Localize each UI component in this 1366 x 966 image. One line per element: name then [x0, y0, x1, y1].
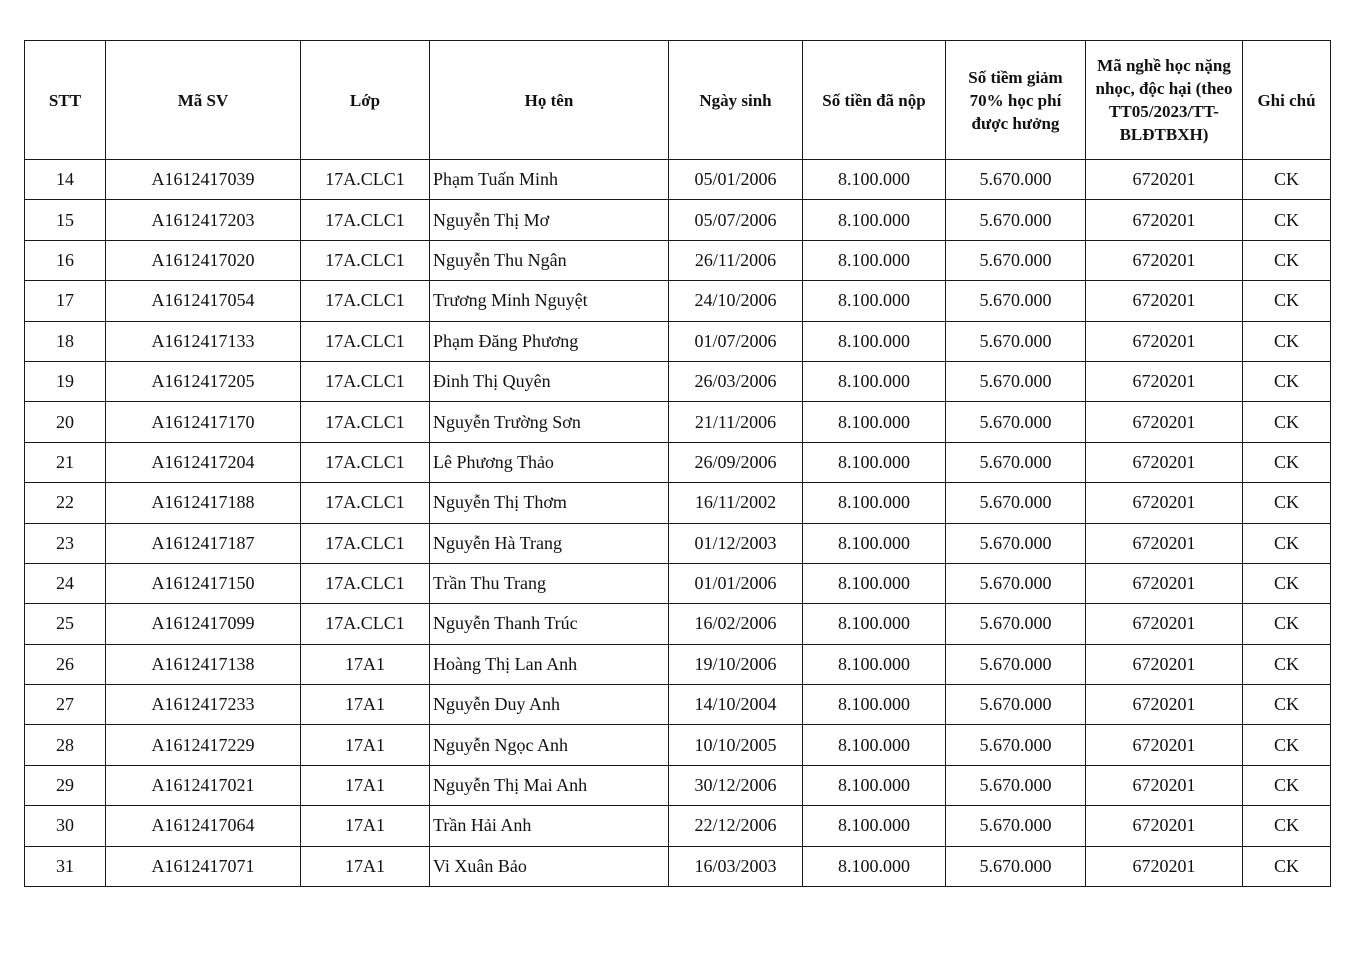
cell-class: 17A.CLC1	[301, 402, 430, 442]
cell-student-id: A1612417150	[106, 563, 301, 603]
table-row	[25, 725, 1331, 765]
cell-class: 17A1	[301, 846, 430, 886]
cell-full-name: Trần Thu Trang	[430, 563, 669, 603]
cell-full-name: Trương Minh Nguyệt	[430, 281, 669, 321]
header-class: Lớp	[301, 41, 430, 160]
cell-note: CK	[1243, 644, 1331, 684]
cell-amount-paid: 8.100.000	[803, 725, 946, 765]
cell-student-id: A1612417054	[106, 281, 301, 321]
cell-note: CK	[1243, 765, 1331, 805]
cell-occupation-code: 6720201	[1086, 200, 1243, 240]
cell-discount-amount: 5.670.000	[946, 200, 1086, 240]
cell-note: CK	[1243, 240, 1331, 280]
cell-amount-paid: 8.100.000	[803, 442, 946, 482]
cell-full-name: Vi Xuân Bảo	[430, 846, 669, 886]
cell-birth-date: 05/01/2006	[669, 160, 803, 200]
cell-class: 17A.CLC1	[301, 523, 430, 563]
cell-occupation-code: 6720201	[1086, 685, 1243, 725]
cell-occupation-code: 6720201	[1086, 402, 1243, 442]
cell-note: CK	[1243, 846, 1331, 886]
cell-full-name: Đinh Thị Quyên	[430, 361, 669, 401]
cell-discount-amount: 5.670.000	[946, 402, 1086, 442]
table-row	[25, 765, 1331, 805]
cell-amount-paid: 8.100.000	[803, 523, 946, 563]
cell-discount-amount: 5.670.000	[946, 563, 1086, 603]
cell-discount-amount: 5.670.000	[946, 765, 1086, 805]
cell-stt: 21	[25, 442, 106, 482]
cell-occupation-code: 6720201	[1086, 442, 1243, 482]
cell-class: 17A.CLC1	[301, 604, 430, 644]
cell-note: CK	[1243, 725, 1331, 765]
cell-class: 17A1	[301, 644, 430, 684]
cell-stt: 19	[25, 361, 106, 401]
cell-note: CK	[1243, 200, 1331, 240]
cell-student-id: A1612417188	[106, 483, 301, 523]
cell-note: CK	[1243, 160, 1331, 200]
table-row	[25, 281, 1331, 321]
cell-discount-amount: 5.670.000	[946, 160, 1086, 200]
cell-student-id: A1612417099	[106, 604, 301, 644]
header-full-name: Họ tên	[430, 41, 669, 160]
cell-full-name: Lê Phương Thảo	[430, 442, 669, 482]
cell-full-name: Nguyễn Duy Anh	[430, 685, 669, 725]
cell-occupation-code: 6720201	[1086, 765, 1243, 805]
cell-birth-date: 14/10/2004	[669, 685, 803, 725]
cell-discount-amount: 5.670.000	[946, 483, 1086, 523]
cell-occupation-code: 6720201	[1086, 523, 1243, 563]
cell-student-id: A1612417071	[106, 846, 301, 886]
cell-full-name: Hoàng Thị Lan Anh	[430, 644, 669, 684]
table-row	[25, 483, 1331, 523]
cell-full-name: Nguyễn Thị Mơ	[430, 200, 669, 240]
cell-student-id: A1612417187	[106, 523, 301, 563]
cell-occupation-code: 6720201	[1086, 281, 1243, 321]
table-row	[25, 523, 1331, 563]
cell-birth-date: 26/03/2006	[669, 361, 803, 401]
cell-discount-amount: 5.670.000	[946, 240, 1086, 280]
cell-full-name: Trần Hải Anh	[430, 806, 669, 846]
table-row	[25, 846, 1331, 886]
cell-note: CK	[1243, 321, 1331, 361]
header-stt: STT	[25, 41, 106, 160]
table-row	[25, 361, 1331, 401]
cell-discount-amount: 5.670.000	[946, 644, 1086, 684]
cell-student-id: A1612417138	[106, 644, 301, 684]
table-row	[25, 604, 1331, 644]
header-discount-amount: Số tiềm giảm 70% học phí được hưởng	[946, 41, 1086, 160]
cell-full-name: Nguyễn Ngọc Anh	[430, 725, 669, 765]
cell-birth-date: 16/02/2006	[669, 604, 803, 644]
cell-student-id: A1612417064	[106, 806, 301, 846]
cell-birth-date: 05/07/2006	[669, 200, 803, 240]
cell-class: 17A.CLC1	[301, 321, 430, 361]
cell-amount-paid: 8.100.000	[803, 604, 946, 644]
cell-note: CK	[1243, 604, 1331, 644]
cell-student-id: A1612417133	[106, 321, 301, 361]
table-row	[25, 806, 1331, 846]
table-header-row	[25, 41, 1331, 160]
cell-class: 17A.CLC1	[301, 240, 430, 280]
cell-occupation-code: 6720201	[1086, 806, 1243, 846]
header-note: Ghi chú	[1243, 41, 1331, 160]
cell-birth-date: 22/12/2006	[669, 806, 803, 846]
cell-discount-amount: 5.670.000	[946, 806, 1086, 846]
cell-birth-date: 19/10/2006	[669, 644, 803, 684]
cell-note: CK	[1243, 523, 1331, 563]
cell-note: CK	[1243, 442, 1331, 482]
cell-class: 17A1	[301, 685, 430, 725]
cell-birth-date: 01/12/2003	[669, 523, 803, 563]
cell-amount-paid: 8.100.000	[803, 200, 946, 240]
table-row	[25, 685, 1331, 725]
table-body	[25, 160, 1331, 887]
cell-full-name: Nguyễn Thị Thơm	[430, 483, 669, 523]
header-occupation-code: Mã nghề học nặng nhọc, độc hại (theo TT05/2023/TT-BLĐTBXH)	[1086, 41, 1243, 160]
cell-note: CK	[1243, 281, 1331, 321]
cell-student-id: A1612417203	[106, 200, 301, 240]
cell-birth-date: 01/07/2006	[669, 321, 803, 361]
cell-full-name: Phạm Đăng Phương	[430, 321, 669, 361]
cell-stt: 31	[25, 846, 106, 886]
cell-discount-amount: 5.670.000	[946, 725, 1086, 765]
cell-class: 17A.CLC1	[301, 281, 430, 321]
cell-birth-date: 30/12/2006	[669, 765, 803, 805]
cell-occupation-code: 6720201	[1086, 483, 1243, 523]
table-row	[25, 240, 1331, 280]
cell-discount-amount: 5.670.000	[946, 523, 1086, 563]
cell-discount-amount: 5.670.000	[946, 442, 1086, 482]
cell-amount-paid: 8.100.000	[803, 846, 946, 886]
cell-amount-paid: 8.100.000	[803, 361, 946, 401]
cell-occupation-code: 6720201	[1086, 240, 1243, 280]
student-table	[24, 40, 1331, 887]
cell-stt: 27	[25, 685, 106, 725]
cell-amount-paid: 8.100.000	[803, 806, 946, 846]
cell-birth-date: 26/11/2006	[669, 240, 803, 280]
cell-full-name: Nguyễn Hà Trang	[430, 523, 669, 563]
table-row	[25, 160, 1331, 200]
cell-discount-amount: 5.670.000	[946, 361, 1086, 401]
cell-occupation-code: 6720201	[1086, 563, 1243, 603]
cell-class: 17A1	[301, 806, 430, 846]
cell-class: 17A.CLC1	[301, 160, 430, 200]
cell-full-name: Nguyễn Thị Mai Anh	[430, 765, 669, 805]
table-row	[25, 644, 1331, 684]
cell-occupation-code: 6720201	[1086, 361, 1243, 401]
cell-full-name: Nguyễn Thanh Trúc	[430, 604, 669, 644]
cell-student-id: A1612417233	[106, 685, 301, 725]
cell-student-id: A1612417021	[106, 765, 301, 805]
cell-stt: 29	[25, 765, 106, 805]
cell-stt: 14	[25, 160, 106, 200]
table-row	[25, 200, 1331, 240]
cell-class: 17A.CLC1	[301, 483, 430, 523]
cell-birth-date: 16/11/2002	[669, 483, 803, 523]
cell-student-id: A1612417020	[106, 240, 301, 280]
cell-birth-date: 21/11/2006	[669, 402, 803, 442]
cell-stt: 20	[25, 402, 106, 442]
cell-note: CK	[1243, 402, 1331, 442]
cell-stt: 17	[25, 281, 106, 321]
cell-student-id: A1612417204	[106, 442, 301, 482]
table-row	[25, 402, 1331, 442]
cell-full-name: Nguyễn Trường Sơn	[430, 402, 669, 442]
cell-birth-date: 26/09/2006	[669, 442, 803, 482]
cell-discount-amount: 5.670.000	[946, 604, 1086, 644]
cell-full-name: Nguyễn Thu Ngân	[430, 240, 669, 280]
cell-stt: 28	[25, 725, 106, 765]
cell-class: 17A.CLC1	[301, 442, 430, 482]
cell-discount-amount: 5.670.000	[946, 685, 1086, 725]
cell-stt: 26	[25, 644, 106, 684]
cell-class: 17A.CLC1	[301, 563, 430, 603]
table-row	[25, 442, 1331, 482]
cell-stt: 24	[25, 563, 106, 603]
cell-note: CK	[1243, 806, 1331, 846]
cell-student-id: A1612417205	[106, 361, 301, 401]
cell-amount-paid: 8.100.000	[803, 644, 946, 684]
cell-class: 17A.CLC1	[301, 361, 430, 401]
cell-occupation-code: 6720201	[1086, 604, 1243, 644]
cell-student-id: A1612417039	[106, 160, 301, 200]
cell-student-id: A1612417229	[106, 725, 301, 765]
cell-birth-date: 16/03/2003	[669, 846, 803, 886]
cell-stt: 16	[25, 240, 106, 280]
cell-class: 17A1	[301, 765, 430, 805]
cell-stt: 23	[25, 523, 106, 563]
cell-amount-paid: 8.100.000	[803, 402, 946, 442]
cell-amount-paid: 8.100.000	[803, 240, 946, 280]
cell-student-id: A1612417170	[106, 402, 301, 442]
table-row	[25, 563, 1331, 603]
cell-note: CK	[1243, 563, 1331, 603]
cell-discount-amount: 5.670.000	[946, 281, 1086, 321]
cell-amount-paid: 8.100.000	[803, 281, 946, 321]
cell-stt: 15	[25, 200, 106, 240]
cell-stt: 30	[25, 806, 106, 846]
cell-stt: 22	[25, 483, 106, 523]
cell-occupation-code: 6720201	[1086, 846, 1243, 886]
cell-occupation-code: 6720201	[1086, 644, 1243, 684]
cell-discount-amount: 5.670.000	[946, 846, 1086, 886]
cell-occupation-code: 6720201	[1086, 725, 1243, 765]
cell-class: 17A1	[301, 725, 430, 765]
cell-amount-paid: 8.100.000	[803, 563, 946, 603]
document-page	[24, 40, 1330, 887]
cell-note: CK	[1243, 483, 1331, 523]
cell-full-name: Phạm Tuấn Minh	[430, 160, 669, 200]
cell-amount-paid: 8.100.000	[803, 685, 946, 725]
cell-amount-paid: 8.100.000	[803, 321, 946, 361]
cell-stt: 25	[25, 604, 106, 644]
cell-birth-date: 01/01/2006	[669, 563, 803, 603]
cell-discount-amount: 5.670.000	[946, 321, 1086, 361]
cell-birth-date: 10/10/2005	[669, 725, 803, 765]
cell-stt: 18	[25, 321, 106, 361]
cell-occupation-code: 6720201	[1086, 321, 1243, 361]
cell-amount-paid: 8.100.000	[803, 765, 946, 805]
table-row	[25, 321, 1331, 361]
cell-occupation-code: 6720201	[1086, 160, 1243, 200]
cell-note: CK	[1243, 685, 1331, 725]
header-student-id: Mã SV	[106, 41, 301, 160]
cell-class: 17A.CLC1	[301, 200, 430, 240]
cell-note: CK	[1243, 361, 1331, 401]
cell-amount-paid: 8.100.000	[803, 160, 946, 200]
header-birth-date: Ngày sinh	[669, 41, 803, 160]
header-amount-paid: Số tiền đã nộp	[803, 41, 946, 160]
cell-birth-date: 24/10/2006	[669, 281, 803, 321]
cell-amount-paid: 8.100.000	[803, 483, 946, 523]
